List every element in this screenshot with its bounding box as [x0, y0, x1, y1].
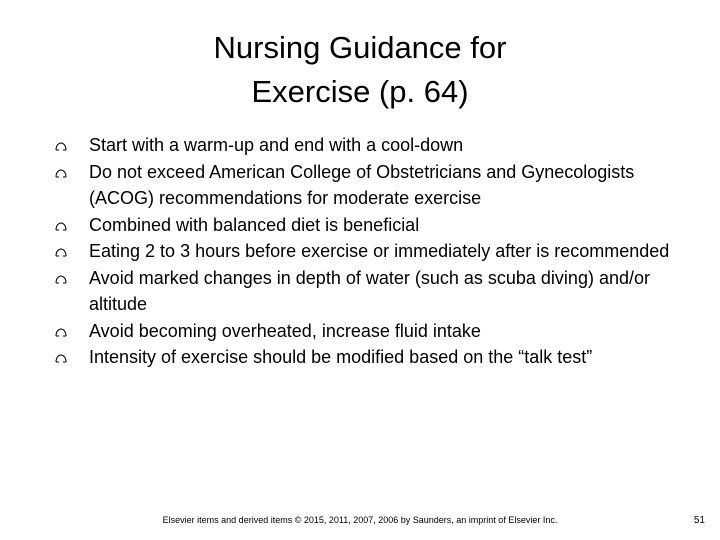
bullet-text: Avoid becoming overheated, increase fluid intake — [89, 320, 481, 341]
bullet-item — [55, 344, 685, 371]
bullet-list — [55, 132, 685, 371]
hoof-print-bullet-icon — [55, 222, 67, 232]
hoof-print-bullet-icon — [55, 169, 67, 179]
slide-title — [0, 26, 720, 114]
hoof-print-bullet-icon — [55, 248, 67, 258]
bullet-item — [55, 132, 685, 159]
bullet-item — [55, 265, 685, 318]
title-line: Exercise (p. 64) — [251, 74, 469, 109]
bullet-text: Do not exceed American College of Obstetricians and Gynecologists (ACOG) recommendations for moderate exercise — [89, 161, 635, 208]
title-line: Nursing Guidance for — [213, 30, 507, 65]
bullet-item — [55, 159, 685, 212]
hoof-print-bullet-icon — [55, 354, 67, 364]
hoof-print-bullet-icon — [55, 275, 67, 285]
bullet-text: Combined with balanced diet is beneficial — [89, 214, 420, 235]
bullet-text: Avoid marked changes in depth of water (such as scuba diving) and/or altitude — [89, 267, 650, 314]
copyright-footer: Elsevier items and derived items © 2015, 2011, 2007, 2006 by Saunders, an imprint of Elsevier Inc. — [162, 515, 558, 525]
bullet-text: Eating 2 to 3 hours before exercise or immediately after is recommended — [89, 241, 670, 261]
page-number: 51 — [693, 515, 705, 526]
bullet-text: Start with a warm-up and end with a cool-down — [89, 135, 464, 155]
bullet-item — [55, 212, 685, 239]
hoof-print-bullet-icon — [55, 142, 67, 152]
bullet-item — [55, 238, 685, 265]
bullet-item — [55, 318, 685, 345]
hoof-print-bullet-icon — [55, 328, 67, 338]
bullet-text: Intensity of exercise should be modified based on the “talk test” — [89, 347, 593, 367]
